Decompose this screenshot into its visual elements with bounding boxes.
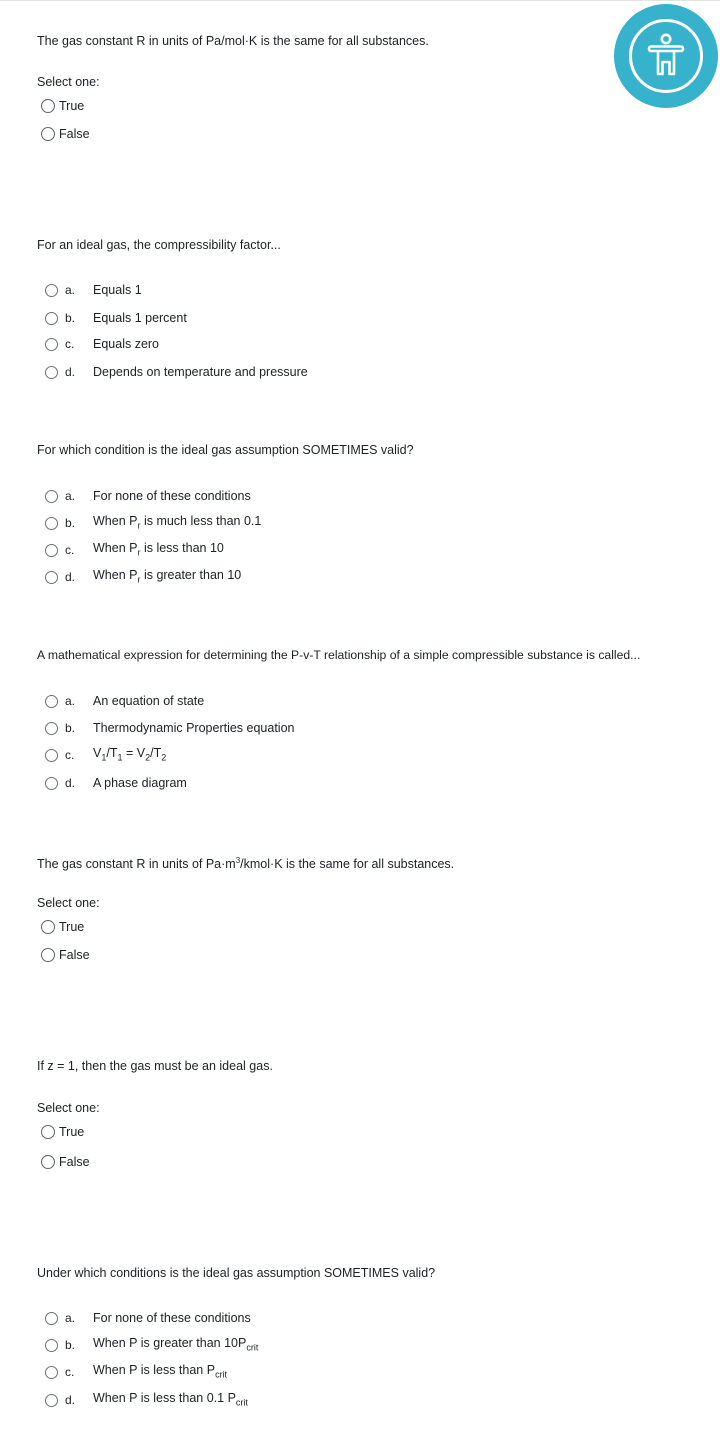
radio-button[interactable]	[45, 490, 58, 503]
question-text: For an ideal gas, the compressibility factor...	[37, 238, 281, 252]
label-text: is much less than 0.1	[140, 513, 262, 528]
option-letter: a.	[65, 1311, 76, 1325]
option-label: False	[59, 127, 90, 141]
label-text: When P is greater than 10P	[93, 1335, 247, 1350]
option-label: True	[59, 99, 85, 113]
option-letter: c.	[65, 337, 75, 351]
label-subscript: crit	[246, 1342, 259, 1353]
question-text: For which condition is the ideal gas assumption SOMETIMES valid?	[37, 443, 414, 457]
option-c[interactable]	[45, 541, 224, 559]
radio-button[interactable]	[45, 1366, 58, 1379]
label-text: When P	[93, 540, 138, 555]
option-d[interactable]	[45, 363, 308, 381]
option-true[interactable]	[41, 918, 84, 936]
question-text-part: /kmol·K is the same for all substances.	[240, 857, 455, 872]
option-label	[93, 540, 224, 561]
option-letter: d.	[65, 1393, 76, 1407]
label-text: is less than 10	[140, 540, 224, 555]
question-text-superscript: 3	[235, 856, 241, 865]
label-subscript: crit	[235, 1397, 248, 1408]
option-label: Equals zero	[93, 337, 160, 351]
radio-button[interactable]	[41, 920, 55, 934]
label-text: When P is less than 0.1 P	[93, 1390, 236, 1405]
label-text: When P	[93, 513, 138, 528]
option-letter: d.	[65, 776, 76, 790]
radio-button[interactable]	[41, 1125, 55, 1139]
option-label	[93, 1335, 258, 1356]
option-label: For none of these conditions	[93, 1311, 251, 1325]
radio-button[interactable]	[45, 749, 58, 762]
label-text: When P is less than P	[93, 1362, 216, 1377]
radio-button[interactable]	[45, 544, 58, 557]
radio-button[interactable]	[45, 338, 58, 351]
option-label: False	[59, 948, 90, 962]
option-letter: c.	[65, 543, 75, 557]
option-a[interactable]	[45, 281, 142, 299]
option-a[interactable]	[45, 487, 251, 505]
option-d[interactable]	[45, 774, 187, 792]
label-subscript: 1	[117, 752, 123, 763]
radio-button[interactable]	[45, 1394, 58, 1407]
radio-button[interactable]	[45, 1312, 58, 1325]
option-letter: b.	[65, 721, 76, 735]
label-text: /T	[150, 745, 162, 760]
option-letter: a.	[65, 694, 76, 708]
option-false[interactable]	[41, 946, 90, 964]
label-text: V	[93, 745, 102, 760]
label-text: is greater than 10	[140, 567, 242, 582]
option-label: False	[59, 1155, 90, 1169]
option-letter: a.	[65, 283, 76, 297]
option-false[interactable]	[41, 1153, 90, 1171]
option-label: Thermodynamic Properties equation	[93, 721, 295, 735]
option-c[interactable]	[45, 335, 159, 353]
label-subscript: 2	[161, 752, 167, 763]
option-letter: d.	[65, 570, 76, 584]
radio-button[interactable]	[45, 695, 58, 708]
option-letter: d.	[65, 365, 76, 379]
label-subscript: 1	[101, 752, 107, 763]
option-letter: a.	[65, 489, 76, 503]
option-label	[93, 567, 241, 588]
option-false[interactable]	[41, 125, 90, 143]
option-letter: c.	[65, 748, 75, 762]
select-one-label: Select one:	[37, 896, 100, 910]
radio-button[interactable]	[41, 127, 55, 141]
radio-button[interactable]	[45, 517, 58, 530]
label-text: When P	[93, 567, 138, 582]
option-label: An equation of state	[93, 694, 205, 708]
option-a[interactable]	[45, 692, 204, 710]
radio-button[interactable]	[45, 366, 58, 379]
label-text: = V	[122, 745, 146, 760]
option-label	[93, 745, 166, 766]
label-text: /T	[106, 745, 118, 760]
option-label: True	[59, 1125, 85, 1139]
option-d[interactable]	[45, 568, 241, 586]
question-text: A mathematical expression for determining the P-v-T relationship of a simple compressible substance is called...	[37, 648, 641, 662]
option-c[interactable]	[45, 1363, 227, 1381]
radio-button[interactable]	[41, 1155, 55, 1169]
option-b[interactable]	[45, 514, 261, 532]
option-label: Equals 1 percent	[93, 311, 187, 325]
option-label	[93, 513, 261, 534]
label-subscript: 2	[145, 752, 151, 763]
option-b[interactable]	[45, 1336, 258, 1354]
option-label: A phase diagram	[93, 776, 187, 790]
radio-button[interactable]	[45, 284, 58, 297]
option-b[interactable]	[45, 719, 295, 737]
label-subscript: r	[137, 547, 141, 558]
question-text	[37, 853, 454, 872]
label-subscript: r	[137, 520, 141, 531]
question-text: The gas constant R in units of Pa/mol·K is the same for all substances.	[37, 34, 429, 48]
question-text: Under which conditions is the ideal gas assumption SOMETIMES valid?	[37, 1266, 436, 1280]
accessibility-button[interactable]	[614, 4, 718, 108]
question-text: If z = 1, then the gas must be an ideal gas.	[37, 1059, 273, 1073]
option-d[interactable]	[45, 1391, 248, 1409]
select-one-label: Select one:	[37, 75, 100, 89]
radio-button[interactable]	[45, 571, 58, 584]
radio-button[interactable]	[45, 312, 58, 325]
question-text-part: The gas constant R in units of Pa·m	[37, 857, 236, 872]
option-label: Depends on temperature and pressure	[93, 365, 308, 379]
option-a[interactable]	[45, 1309, 251, 1327]
option-true[interactable]	[41, 1123, 84, 1141]
option-letter: b.	[65, 516, 76, 530]
option-b[interactable]	[45, 309, 187, 327]
option-c[interactable]	[45, 746, 166, 764]
option-letter: c.	[65, 1365, 75, 1379]
option-true[interactable]	[41, 97, 84, 115]
select-one-label: Select one:	[37, 1101, 100, 1115]
accessibility-person-icon	[629, 19, 703, 93]
radio-button[interactable]	[41, 948, 55, 962]
top-divider	[0, 0, 720, 1]
radio-button[interactable]	[45, 777, 58, 790]
radio-button[interactable]	[45, 1339, 58, 1352]
option-letter: b.	[65, 311, 76, 325]
label-subscript: r	[137, 574, 141, 585]
option-letter: b.	[65, 1338, 76, 1352]
option-label: Equals 1	[93, 283, 142, 297]
option-label: For none of these conditions	[93, 489, 251, 503]
label-subscript: crit	[215, 1369, 228, 1380]
option-label	[93, 1362, 227, 1383]
radio-button[interactable]	[45, 722, 58, 735]
option-label: True	[59, 920, 85, 934]
option-label	[93, 1390, 248, 1411]
radio-button[interactable]	[41, 99, 55, 113]
